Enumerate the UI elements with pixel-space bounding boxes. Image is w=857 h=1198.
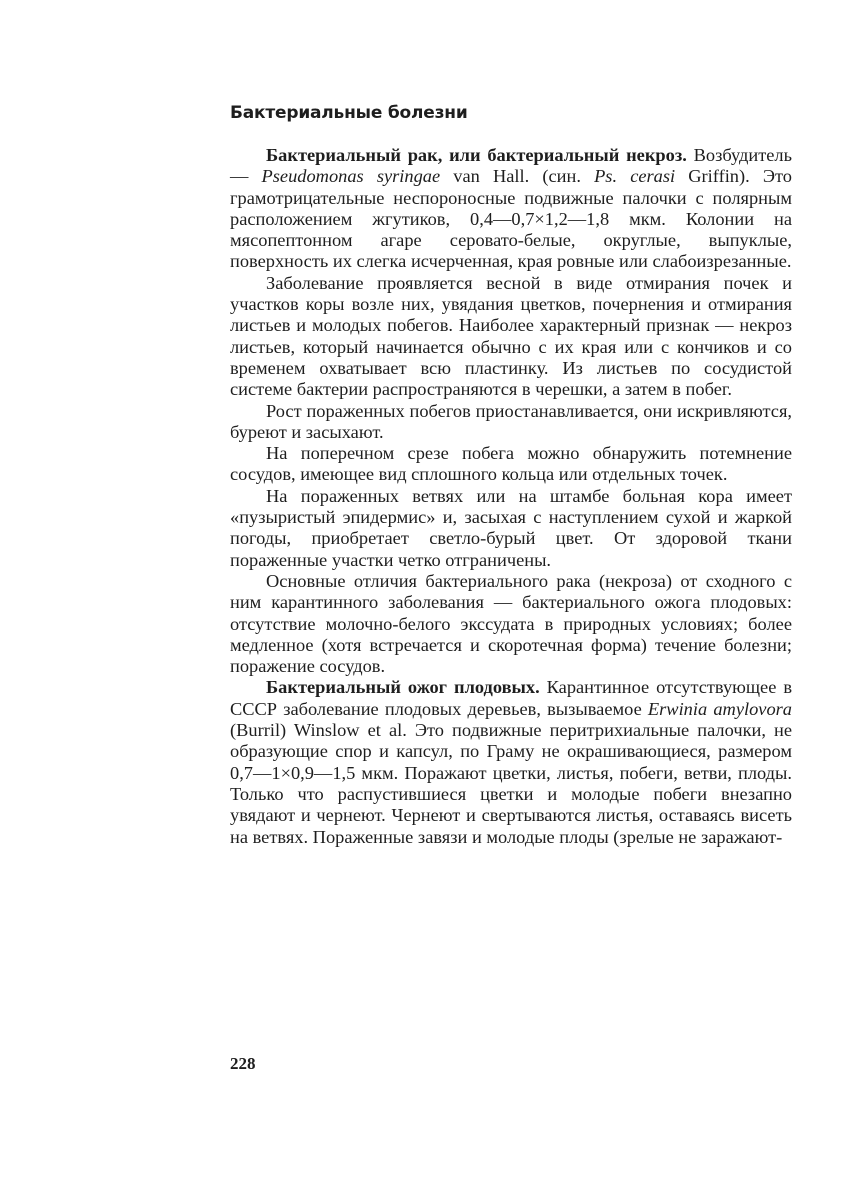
paragraph-differences: Основные отличия бактериального рака (некроза) от сходного с ним карантинного заболевания — бактериального ожога плодовых: отсутствие молочно-белого экссудата в природных условиях; более медленное (хотя встречается и скоротечная форма) течение болезни; поражение сосудов. (230, 570, 792, 677)
paragraph-fire-blight: Бактериальный ожог плодовых. Карантинное отсутствующее в СССР заболевание плодовых деревьев, вызываемое Erwinia amylovora (Burril) Winslow et al. Это подвижные перитрихиальные палочки, не образующие спор и капсул, по Граму не окрашивающиеся, размером 0,7—1×0,9—1,5 мкм. Поражают цветки, листья, побеги, ветви, плоды. Только что распустившиеся цветки и молодые побеги внезапно увядают и чернеют. Чернеют и свертываются листья, оставаясь висеть на ветвях. Пораженные завязи и молодые плоды (зрелые не заражают- (230, 677, 793, 847)
page-number: 228 (230, 1054, 256, 1073)
paragraph-bacterial-canker: Бактериальный рак, или бактериальный некроз. Возбудитель — Pseudomonas syringae van Hall. (син. Ps. cerasi Griffin). Это грамотрицательные неспороносные подвижные палочки с полярным расположением жгутиков, 0,4—0,7×1,2—1,8 мкм. Колонии на мясопептонном агаре серовато-белые, округлые, выпуклые, поверхность их слегка исчерченная, края ровные или слабоизрезанные. (230, 145, 792, 272)
paragraph-growth: Рост пораженных побегов приостанавливается, они искривляются, буреют и засыхают. (230, 400, 792, 442)
paragraph-title: Бактериальный ожог плодовых. (266, 677, 540, 698)
paragraph-symptoms: Заболевание проявляется весной в виде отмирания почек и участков коры возле них, увядания цветков, почернения и отмирания листьев и молодых побегов. Наиболее характерный признак — некроз листьев, который начинается обычно с их края или с кончиков и со временем охватывает всю пластинку. Из листьев по сосудистой системе бактерии распространяются в черешки, а затем в побег. (230, 272, 792, 400)
species-name: Erwinia amylovora (647, 698, 792, 719)
body-text (230, 145, 792, 848)
paragraph-title: Бактериальный рак, или бактериальный некроз. (266, 145, 687, 165)
synonym-name: Ps. cerasi (594, 166, 676, 187)
paragraph-cross-section: На поперечном срезе побега можно обнаружить потемнение сосудов, имеющее вид сплошного кольца или отдельных точек. (230, 443, 792, 485)
species-name: Pseudomonas syringae (261, 166, 441, 187)
paragraph-bark: На пораженных ветвях или на штамбе больная кора имеет «пузыристый эпидермис» и, засыхая с наступлением сухой и жаркой погоды, приобретает светло-бурый цвет. От здоровой ткани пораженные участки четко отграничены. (230, 485, 792, 570)
section-heading: Бактериальные болезни (230, 103, 468, 123)
